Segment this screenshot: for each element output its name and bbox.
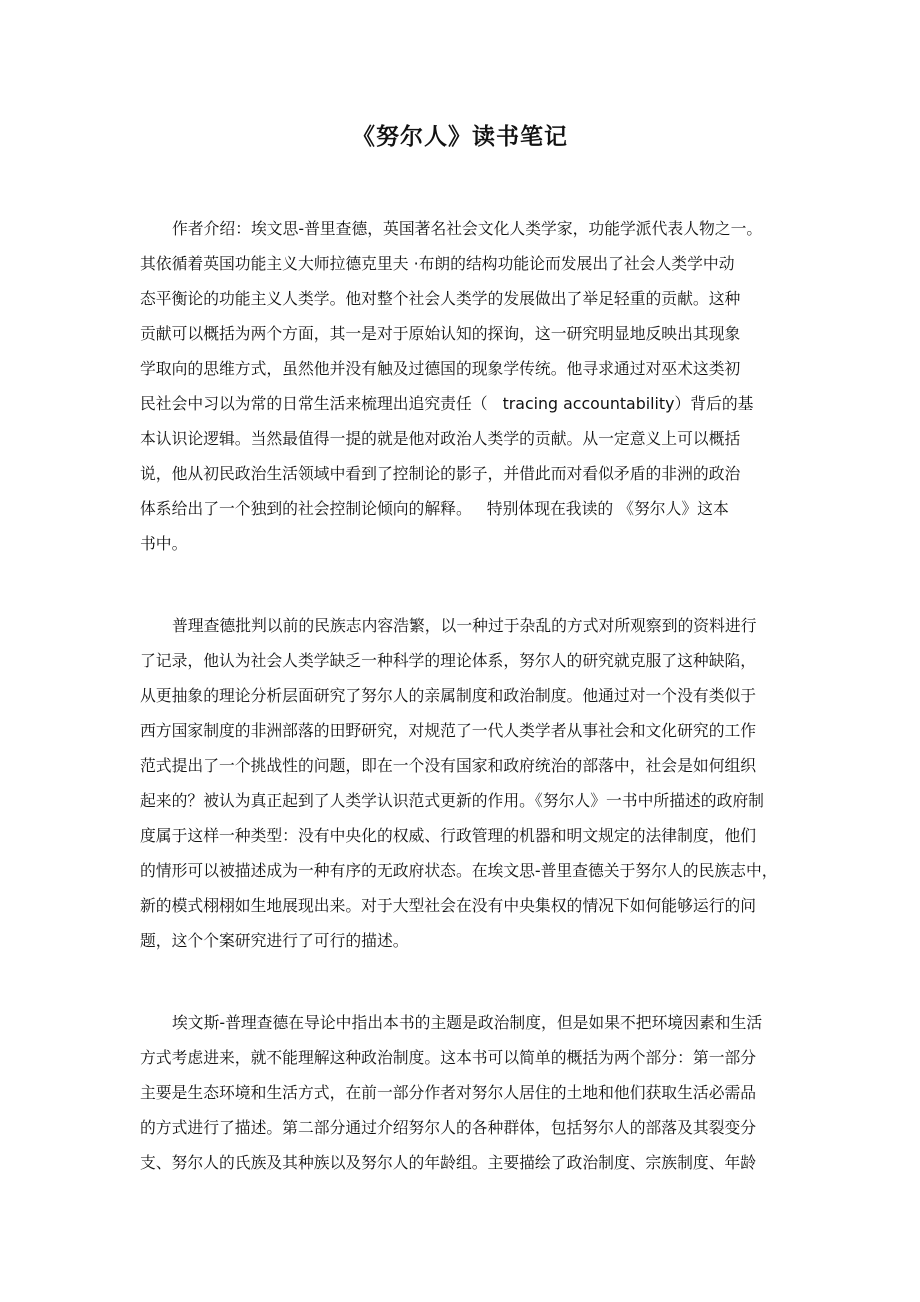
paragraph-line: 起来的？被认为真正起到了人类学认识范式更新的作用。《努尔人》一书中所描述的政府制 — [140, 791, 764, 810]
paragraph-line: 了记录，他认为社会人类学缺乏一种科学的理论体系，努尔人的研究就克服了这种缺陷， — [140, 651, 757, 670]
paragraph-line: 作者介绍：埃文思-普里查德，英国著名社会文化人类学家，功能学派代表人物之一。 — [172, 219, 763, 238]
paragraph-line: 度属于这样一种类型：没有中央化的权威、行政管理的机器和明文规定的法律制度，他们 — [140, 826, 757, 845]
paragraph-line: 书中。 — [140, 534, 188, 553]
paragraph-line: 支、努尔人的氏族及其种族以及努尔人的年龄组。主要描绘了政治制度、宗族制度、年龄 — [140, 1153, 757, 1172]
paragraph-line: 新的模式栩栩如生地展现出来。对于大型社会在没有中央集权的情况下如何能够运行的问 — [140, 896, 757, 915]
paragraph-line: 学取向的思维方式，虽然他并没有触及过德国的现象学传统。他寻求通过对巫术这类初 — [140, 359, 741, 378]
paragraph-line: 本认识论逻辑。当然最值得一提的就是他对政治人类学的贡献。从一定意义上可以概括 — [140, 429, 741, 448]
paragraph-line: 说，他从初民政治生活领域中看到了控制论的影子，并借此而对看似矛盾的非洲的政治 — [140, 464, 741, 483]
paragraph-line: 西方国家制度的非洲部落的田野研究，对规范了一代人类学者从事社会和文化研究的工作 — [140, 721, 757, 740]
paragraph-line: 的方式进行了描述。第二部分通过介绍努尔人的各种群体，包括努尔人的部落及其裂变分 — [140, 1118, 757, 1137]
paragraph-line: 题，这个个案研究进行了可行的描述。 — [140, 931, 409, 950]
paragraph-line: 民社会中习以为常的日常生活来梳理出追究责任（ tracing accountability）背后的基 — [140, 394, 754, 413]
paragraph-line: 态平衡论的功能主义人类学。他对整个社会人类学的发展做出了举足轻重的贡献。这种 — [140, 289, 741, 308]
paragraph-line: 其依循着英国功能主义大师拉德克里夫 ·布朗的结构功能论而发展出了社会人类学中动 — [140, 254, 735, 273]
paragraph-line: 从更抽象的理论分析层面研究了努尔人的亲属制度和政治制度。他通过对一个没有类似于 — [140, 686, 757, 705]
paragraph-line: 体系给出了一个独到的社会控制论倾向的解释。 特别体现在我读的 《努尔人》这本 — [140, 499, 729, 518]
paragraph-line: 方式考虑进来，就不能理解这种政治制度。这本书可以简单的概括为两个部分：第一部分 — [140, 1048, 757, 1067]
paragraph-line: 的情形可以被描述成为一种有序的无政府状态。在埃文思-普里查德关于努尔人的民族志中， — [140, 861, 778, 880]
paragraph-line: 范式提出了一个挑战性的问题，即在一个没有国家和政府统治的部落中，社会是如何组织 — [140, 756, 757, 775]
document-title: 《努尔人》读书笔记 — [352, 124, 568, 150]
paragraph-line: 主要是生态环境和生活方式，在前一部分作者对努尔人居住的土地和他们获取生活必需品 — [140, 1083, 757, 1102]
paragraph-line: 埃文斯-普理查德在导论中指出本书的主题是政治制度，但是如果不把环境因素和生活 — [172, 1013, 763, 1032]
paragraph-line: 贡献可以概括为两个方面，其一是对于原始认知的探询，这一研究明显地反映出其现象 — [140, 324, 741, 343]
paragraph-line: 普理查德批判以前的民族志内容浩繁，以一种过于杂乱的方式对所观察到的资料进行 — [172, 616, 757, 635]
